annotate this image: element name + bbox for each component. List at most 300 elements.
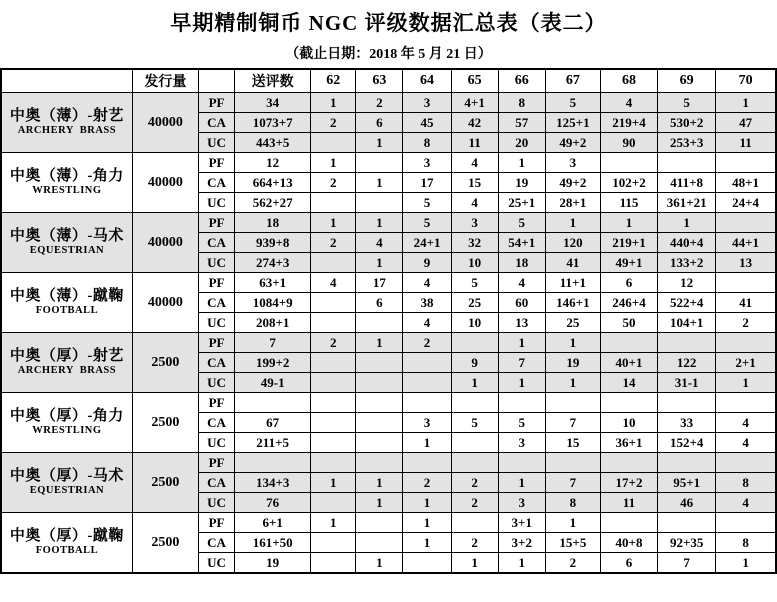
data-row — [1, 453, 776, 473]
mintage-value: 2500 — [132, 333, 198, 393]
grade-type-UC: UC — [198, 193, 234, 213]
mintage-value: 2500 — [132, 393, 198, 453]
grade-count-66: 19 — [498, 173, 545, 193]
grade-count-66: 1 — [498, 373, 545, 393]
submitted-count: 76 — [235, 493, 311, 513]
grade-count-65: 10 — [451, 313, 498, 333]
grade-count-69: 530+2 — [658, 113, 716, 133]
grade-count-67: 11+1 — [545, 273, 600, 293]
grade-count-70: 48+1 — [716, 173, 776, 193]
grade-count-67: 125+1 — [545, 113, 600, 133]
grade-count-69: 104+1 — [658, 313, 716, 333]
grade-type-PF: PF — [198, 213, 234, 233]
grade-count-64: 24+1 — [403, 233, 451, 253]
grade-count-63: 1 — [356, 473, 403, 493]
grade-count-67: 1 — [545, 513, 600, 533]
grade-count-69: 46 — [658, 493, 716, 513]
grade-count-62 — [311, 453, 356, 473]
coin-name-cn: 中奥（厚）-射艺 — [9, 347, 124, 364]
header-row — [1, 69, 776, 93]
grade-count-70: 41 — [716, 293, 776, 313]
grade-count-64 — [403, 553, 451, 574]
grade-count-68: 10 — [600, 413, 657, 433]
grade-count-65 — [451, 453, 498, 473]
grade-count-69: 440+4 — [658, 233, 716, 253]
data-row — [1, 93, 776, 113]
header-grade-69: 69 — [658, 69, 716, 93]
grade-type-PF: PF — [198, 453, 234, 473]
submitted-count: 211+5 — [235, 433, 311, 453]
grade-count-68: 102+2 — [600, 173, 657, 193]
grade-type-UC: UC — [198, 553, 234, 574]
coin-name-cell — [1, 333, 132, 393]
grade-count-62 — [311, 433, 356, 453]
grade-count-62: 1 — [311, 153, 356, 173]
grade-count-63 — [356, 153, 403, 173]
grade-count-66: 13 — [498, 313, 545, 333]
grade-count-63 — [356, 533, 403, 553]
grade-count-62: 2 — [311, 113, 356, 133]
grade-count-68: 219+4 — [600, 113, 657, 133]
grade-count-70: 1 — [716, 93, 776, 113]
coin-name-cn: 中奥（厚）-马术 — [9, 467, 124, 484]
grade-type-PF: PF — [198, 273, 234, 293]
grade-count-64: 17 — [403, 173, 451, 193]
grade-count-66: 5 — [498, 413, 545, 433]
grade-count-70: 4 — [716, 433, 776, 453]
grade-count-70: 4 — [716, 493, 776, 513]
coin-name-cell — [1, 513, 132, 574]
grade-count-65: 5 — [451, 413, 498, 433]
grade-count-67: 2 — [545, 553, 600, 574]
header-gradetype-blank — [198, 69, 234, 93]
grade-count-67: 1 — [545, 213, 600, 233]
grade-count-65 — [451, 433, 498, 453]
grade-count-62 — [311, 253, 356, 273]
mintage-value: 2500 — [132, 513, 198, 574]
mintage-value: 40000 — [132, 93, 198, 153]
data-row — [1, 213, 776, 233]
grade-count-64: 2 — [403, 333, 451, 353]
grade-count-67: 5 — [545, 93, 600, 113]
grade-count-64 — [403, 353, 451, 373]
submitted-count: 49-1 — [235, 373, 311, 393]
grade-count-67: 3 — [545, 153, 600, 173]
submitted-count: 7 — [235, 333, 311, 353]
grade-count-66: 57 — [498, 113, 545, 133]
grade-count-68: 219+1 — [600, 233, 657, 253]
grade-count-67: 15+5 — [545, 533, 600, 553]
grade-count-63: 6 — [356, 113, 403, 133]
coin-name-cell — [1, 273, 132, 333]
grade-count-66 — [498, 393, 545, 413]
grade-type-CA: CA — [198, 113, 234, 133]
grade-type-UC: UC — [198, 493, 234, 513]
mintage-value: 40000 — [132, 153, 198, 213]
grade-count-64 — [403, 453, 451, 473]
grade-type-PF: PF — [198, 333, 234, 353]
grade-count-66: 5 — [498, 213, 545, 233]
mintage-value: 2500 — [132, 453, 198, 513]
grade-count-67: 41 — [545, 253, 600, 273]
grade-count-63: 4 — [356, 233, 403, 253]
grade-count-69: 122 — [658, 353, 716, 373]
grade-count-67: 8 — [545, 493, 600, 513]
grade-count-70 — [716, 513, 776, 533]
grade-count-63: 2 — [356, 93, 403, 113]
grade-count-64: 8 — [403, 133, 451, 153]
grade-count-65: 2 — [451, 493, 498, 513]
coin-name-cn: 中奥（薄）-马术 — [9, 227, 124, 244]
coin-name-en: ARCHERY BRASS — [17, 125, 117, 137]
grade-count-65: 42 — [451, 113, 498, 133]
submitted-count: 18 — [235, 213, 311, 233]
grade-count-70 — [716, 153, 776, 173]
grade-count-69 — [658, 153, 716, 173]
grade-count-65: 15 — [451, 173, 498, 193]
grade-count-69: 92+35 — [658, 533, 716, 553]
submitted-count: 664+13 — [235, 173, 311, 193]
grade-count-65: 4+1 — [451, 93, 498, 113]
grade-count-67: 49+2 — [545, 173, 600, 193]
grade-count-69: 5 — [658, 93, 716, 113]
grade-count-68 — [600, 453, 657, 473]
grade-count-63 — [356, 453, 403, 473]
grade-count-69: 522+4 — [658, 293, 716, 313]
coin-name-en: WRESTLING — [32, 425, 102, 437]
grade-count-63: 1 — [356, 133, 403, 153]
grade-count-67 — [545, 453, 600, 473]
grade-count-62: 2 — [311, 173, 356, 193]
submitted-count: 19 — [235, 553, 311, 574]
grade-count-65: 4 — [451, 153, 498, 173]
grade-count-68: 40+8 — [600, 533, 657, 553]
data-row — [1, 333, 776, 353]
grade-count-70: 47 — [716, 113, 776, 133]
data-row — [1, 393, 776, 413]
header-grade-67: 67 — [545, 69, 600, 93]
coin-name-cn: 中奥（薄）-射艺 — [9, 107, 124, 124]
grade-count-70 — [716, 393, 776, 413]
grade-count-65 — [451, 513, 498, 533]
grade-count-62: 2 — [311, 333, 356, 353]
coin-name-en: EQUESTRIAN — [29, 245, 105, 257]
grade-count-70: 24+4 — [716, 193, 776, 213]
grade-count-63 — [356, 513, 403, 533]
grade-count-69 — [658, 453, 716, 473]
coin-name-cn: 中奥（厚）-蹴鞠 — [9, 527, 124, 544]
grade-count-70: 2+1 — [716, 353, 776, 373]
grade-type-CA: CA — [198, 413, 234, 433]
header-grade-63: 63 — [356, 69, 403, 93]
grade-count-66: 4 — [498, 273, 545, 293]
grade-count-65: 4 — [451, 193, 498, 213]
header-grade-70: 70 — [716, 69, 776, 93]
grade-count-66: 1 — [498, 153, 545, 173]
grade-count-67: 7 — [545, 413, 600, 433]
grade-count-62 — [311, 353, 356, 373]
grade-count-64: 4 — [403, 273, 451, 293]
grade-count-66: 54+1 — [498, 233, 545, 253]
grade-count-64: 5 — [403, 213, 451, 233]
grade-count-67: 49+2 — [545, 133, 600, 153]
grade-count-70: 13 — [716, 253, 776, 273]
grade-count-63 — [356, 193, 403, 213]
grade-count-70: 11 — [716, 133, 776, 153]
grade-type-CA: CA — [198, 473, 234, 493]
grade-count-68: 4 — [600, 93, 657, 113]
grade-count-62: 1 — [311, 513, 356, 533]
header-grade-68: 68 — [600, 69, 657, 93]
page-subtitle: （截止日期：2018 年 5 月 21 日） — [285, 47, 492, 62]
grade-count-65: 1 — [451, 373, 498, 393]
grade-count-65: 10 — [451, 253, 498, 273]
grade-count-66: 60 — [498, 293, 545, 313]
grade-count-66: 3+1 — [498, 513, 545, 533]
grade-count-64: 3 — [403, 413, 451, 433]
grade-count-69: 411+8 — [658, 173, 716, 193]
grade-count-65: 2 — [451, 533, 498, 553]
grade-count-64 — [403, 373, 451, 393]
grade-count-69: 7 — [658, 553, 716, 574]
grade-type-PF: PF — [198, 93, 234, 113]
grade-count-63 — [356, 433, 403, 453]
grade-count-65: 11 — [451, 133, 498, 153]
grade-count-68: 6 — [600, 273, 657, 293]
grade-count-69: 253+3 — [658, 133, 716, 153]
grade-count-66: 3+2 — [498, 533, 545, 553]
grade-count-69 — [658, 513, 716, 533]
grade-count-66: 25+1 — [498, 193, 545, 213]
grade-count-68 — [600, 153, 657, 173]
grade-type-CA: CA — [198, 173, 234, 193]
grade-type-CA: CA — [198, 293, 234, 313]
grade-count-70: 8 — [716, 533, 776, 553]
submitted-count: 134+3 — [235, 473, 311, 493]
grade-count-62 — [311, 553, 356, 574]
submitted-count: 939+8 — [235, 233, 311, 253]
grade-count-67: 120 — [545, 233, 600, 253]
grade-count-68: 50 — [600, 313, 657, 333]
grade-type-CA: CA — [198, 533, 234, 553]
grade-count-66: 1 — [498, 473, 545, 493]
grade-count-63 — [356, 413, 403, 433]
mintage-value: 40000 — [132, 273, 198, 333]
grade-count-70: 2 — [716, 313, 776, 333]
grade-type-UC: UC — [198, 313, 234, 333]
grade-count-70: 4 — [716, 413, 776, 433]
submitted-count — [235, 393, 311, 413]
header-grade-62: 62 — [311, 69, 356, 93]
submitted-count: 208+1 — [235, 313, 311, 333]
grade-count-65 — [451, 393, 498, 413]
grade-count-69: 361+21 — [658, 193, 716, 213]
coin-name-en: WRESTLING — [32, 185, 102, 197]
data-row — [1, 513, 776, 533]
header-grade-64: 64 — [403, 69, 451, 93]
grade-count-65: 9 — [451, 353, 498, 373]
coin-name-cell — [1, 153, 132, 213]
grade-count-63: 1 — [356, 333, 403, 353]
grade-count-62: 1 — [311, 213, 356, 233]
grade-count-66: 18 — [498, 253, 545, 273]
coin-name-en: EQUESTRIAN — [29, 485, 105, 497]
grade-count-67: 28+1 — [545, 193, 600, 213]
grade-count-62: 1 — [311, 473, 356, 493]
grade-count-62 — [311, 493, 356, 513]
grade-count-65: 1 — [451, 553, 498, 574]
grade-count-67: 15 — [545, 433, 600, 453]
grade-type-UC: UC — [198, 253, 234, 273]
grade-count-69: 31-1 — [658, 373, 716, 393]
grade-count-62 — [311, 193, 356, 213]
grade-count-66: 20 — [498, 133, 545, 153]
grade-count-70: 1 — [716, 373, 776, 393]
grade-count-69: 12 — [658, 273, 716, 293]
grade-count-66: 1 — [498, 333, 545, 353]
grade-count-70 — [716, 213, 776, 233]
submitted-count: 562+27 — [235, 193, 311, 213]
grade-count-62 — [311, 533, 356, 553]
coin-name-en: FOOTBALL — [35, 545, 99, 557]
grade-count-63: 1 — [356, 493, 403, 513]
header-name-blank — [1, 69, 132, 93]
submitted-count: 6+1 — [235, 513, 311, 533]
data-row — [1, 273, 776, 293]
grade-type-PF: PF — [198, 153, 234, 173]
grade-count-64: 3 — [403, 153, 451, 173]
grade-count-69: 133+2 — [658, 253, 716, 273]
grade-count-64 — [403, 393, 451, 413]
grade-count-70: 8 — [716, 473, 776, 493]
grade-count-68: 40+1 — [600, 353, 657, 373]
grade-count-65: 2 — [451, 473, 498, 493]
header-grade-65: 65 — [451, 69, 498, 93]
coin-name-cn: 中奥（薄）-角力 — [9, 167, 124, 184]
submitted-count: 63+1 — [235, 273, 311, 293]
grade-count-68: 6 — [600, 553, 657, 574]
grade-count-65: 3 — [451, 213, 498, 233]
grade-count-62: 2 — [311, 233, 356, 253]
page-title: 早期精制铜币 NGC 评级数据汇总表（表二） — [170, 11, 607, 35]
grade-count-67: 1 — [545, 373, 600, 393]
submitted-count: 443+5 — [235, 133, 311, 153]
header-grade-66: 66 — [498, 69, 545, 93]
coin-name-en: ARCHERY BRASS — [17, 365, 117, 377]
mintage-value: 40000 — [132, 213, 198, 273]
grade-count-63 — [356, 373, 403, 393]
grade-count-68: 90 — [600, 133, 657, 153]
data-row — [1, 153, 776, 173]
grade-count-63 — [356, 353, 403, 373]
grade-count-65: 32 — [451, 233, 498, 253]
grade-type-UC: UC — [198, 373, 234, 393]
grade-count-63: 1 — [356, 253, 403, 273]
grade-count-67: 1 — [545, 333, 600, 353]
grade-count-68: 11 — [600, 493, 657, 513]
submitted-count: 67 — [235, 413, 311, 433]
grade-count-62 — [311, 293, 356, 313]
grade-count-70: 44+1 — [716, 233, 776, 253]
grade-type-UC: UC — [198, 433, 234, 453]
grade-count-70: 1 — [716, 553, 776, 574]
grade-count-68: 36+1 — [600, 433, 657, 453]
coin-name-cell — [1, 393, 132, 453]
grade-count-63: 17 — [356, 273, 403, 293]
grade-count-63 — [356, 393, 403, 413]
grade-count-62: 4 — [311, 273, 356, 293]
submitted-count: 1084+9 — [235, 293, 311, 313]
grade-count-66 — [498, 453, 545, 473]
grade-count-66: 1 — [498, 553, 545, 574]
grade-count-62 — [311, 313, 356, 333]
grade-count-63: 6 — [356, 293, 403, 313]
grade-count-65: 25 — [451, 293, 498, 313]
grade-count-63: 1 — [356, 553, 403, 574]
grade-count-67: 25 — [545, 313, 600, 333]
coin-name-cn: 中奥（薄）-蹴鞠 — [9, 287, 124, 304]
submitted-count: 199+2 — [235, 353, 311, 373]
grade-count-62 — [311, 133, 356, 153]
grade-count-70 — [716, 333, 776, 353]
submitted-count: 1073+7 — [235, 113, 311, 133]
grade-count-68 — [600, 393, 657, 413]
grade-count-63: 1 — [356, 173, 403, 193]
grade-count-65: 5 — [451, 273, 498, 293]
grade-count-64: 4 — [403, 313, 451, 333]
grade-count-69: 95+1 — [658, 473, 716, 493]
grade-count-64: 9 — [403, 253, 451, 273]
grade-count-64: 5 — [403, 193, 451, 213]
grade-type-CA: CA — [198, 233, 234, 253]
grade-count-67: 146+1 — [545, 293, 600, 313]
submitted-count: 12 — [235, 153, 311, 173]
grade-count-68: 246+4 — [600, 293, 657, 313]
grade-count-70 — [716, 273, 776, 293]
coin-name-cell — [1, 213, 132, 273]
grade-count-68: 115 — [600, 193, 657, 213]
grade-count-63 — [356, 313, 403, 333]
grade-count-62 — [311, 373, 356, 393]
grade-type-CA: CA — [198, 353, 234, 373]
grade-count-64: 1 — [403, 493, 451, 513]
grade-count-66: 7 — [498, 353, 545, 373]
grade-count-63: 1 — [356, 213, 403, 233]
coin-name-cn: 中奥（厚）-角力 — [9, 407, 124, 424]
grade-type-UC: UC — [198, 133, 234, 153]
grade-count-62: 1 — [311, 93, 356, 113]
header-mintage: 发行量 — [132, 69, 198, 93]
grade-count-68: 1 — [600, 213, 657, 233]
grade-count-68: 14 — [600, 373, 657, 393]
coin-name-en: FOOTBALL — [35, 305, 99, 317]
grade-count-67: 19 — [545, 353, 600, 373]
grade-count-69: 1 — [658, 213, 716, 233]
grade-type-PF: PF — [198, 393, 234, 413]
grade-count-64: 45 — [403, 113, 451, 133]
submitted-count — [235, 453, 311, 473]
grade-count-66: 8 — [498, 93, 545, 113]
coin-name-cell — [1, 453, 132, 513]
grade-count-68 — [600, 333, 657, 353]
grade-count-66: 3 — [498, 433, 545, 453]
coin-name-cell — [1, 93, 132, 153]
grade-count-69: 152+4 — [658, 433, 716, 453]
grade-count-66: 3 — [498, 493, 545, 513]
grade-count-67: 7 — [545, 473, 600, 493]
grade-count-68: 17+2 — [600, 473, 657, 493]
grade-type-PF: PF — [198, 513, 234, 533]
